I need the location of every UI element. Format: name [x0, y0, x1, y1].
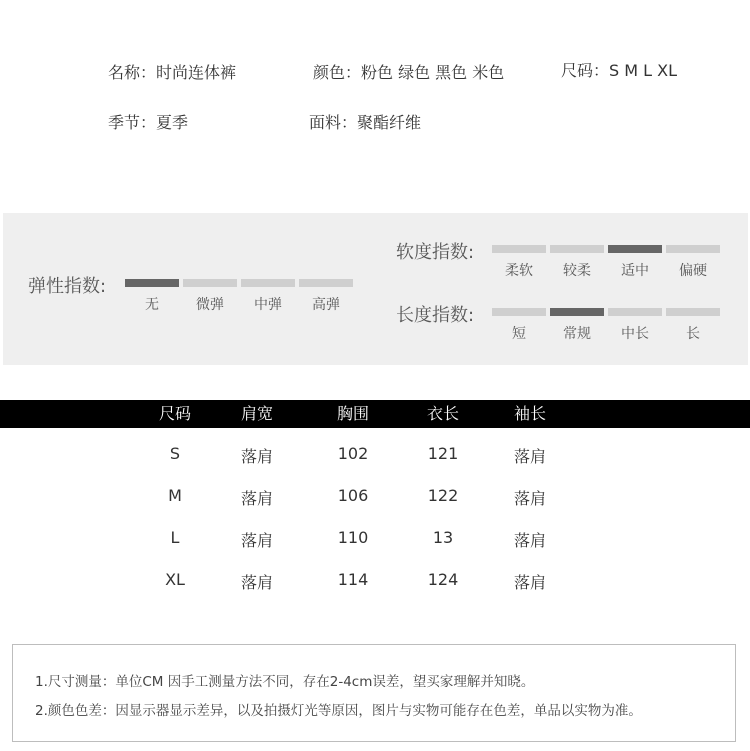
elasticity-option-label: 微弹	[196, 297, 224, 313]
table-cell: 110	[337, 528, 369, 547]
elasticity-option-label: 中弹	[254, 297, 282, 313]
table-cell: 13	[432, 528, 454, 547]
length-segment-3	[666, 308, 720, 316]
table-cell: 122	[427, 486, 459, 505]
softness-segment-1	[550, 245, 604, 253]
header-length: 衣长	[426, 404, 459, 423]
table-cell: XL	[165, 570, 185, 589]
product-sizes: 尺码：S M L XL	[561, 61, 678, 80]
header-shoulder: 肩宽	[240, 404, 273, 423]
length-option-label: 长	[686, 326, 700, 342]
table-cell: 落肩	[513, 531, 546, 550]
elasticity-segment-2	[241, 279, 295, 287]
length-label: 长度指数:	[396, 305, 475, 326]
softness-option-label: 适中	[621, 263, 649, 279]
table-cell: 121	[427, 444, 459, 463]
elasticity-option-label: 无	[145, 297, 159, 313]
table-cell: L	[170, 528, 180, 547]
softness-option-label: 柔软	[505, 263, 533, 279]
table-cell: 落肩	[513, 489, 546, 508]
header-size: 尺码	[158, 404, 191, 423]
table-cell: 落肩	[240, 447, 273, 466]
length-option-label: 中长	[621, 326, 649, 342]
table-cell: 106	[337, 486, 369, 505]
note-color: 2.颜色色差：因显示器显示差异，以及拍摄灯光等原因，图片与实物可能存在色差，单品以实物为准。	[35, 703, 642, 719]
table-cell: 落肩	[513, 573, 546, 592]
note-measurement: 1.尺寸测量：单位CM 因手工测量方法不同，存在2-4cm误差，望买家理解并知晓。	[35, 674, 535, 690]
table-cell: 落肩	[240, 573, 273, 592]
elasticity-option-label: 高弹	[312, 297, 340, 313]
softness-segment-2	[608, 245, 662, 253]
indices-panel	[3, 213, 748, 365]
table-cell: M	[168, 486, 182, 505]
elasticity-segment-0	[125, 279, 179, 287]
table-cell: 落肩	[513, 447, 546, 466]
length-option-label: 常规	[563, 326, 591, 342]
elasticity-segment-1	[183, 279, 237, 287]
softness-segment-3	[666, 245, 720, 253]
table-cell: 落肩	[240, 531, 273, 550]
length-segment-1	[550, 308, 604, 316]
table-cell: S	[169, 444, 181, 463]
softness-label: 软度指数:	[396, 242, 475, 263]
product-colors: 颜色：粉色 绿色 黑色 米色	[313, 63, 505, 82]
elasticity-label: 弹性指数:	[28, 276, 107, 297]
softness-option-label: 偏硬	[679, 263, 707, 279]
table-cell: 124	[427, 570, 459, 589]
length-option-label: 短	[512, 326, 526, 342]
product-fabric: 面料：聚酯纤维	[309, 113, 422, 132]
header-chest: 胸围	[336, 404, 369, 423]
length-segment-2	[608, 308, 662, 316]
table-cell: 114	[337, 570, 369, 589]
softness-option-label: 较柔	[563, 263, 591, 279]
elasticity-segment-3	[299, 279, 353, 287]
product-name: 名称：时尚连体裤	[108, 63, 237, 82]
product-season: 季节：夏季	[108, 113, 189, 132]
table-cell: 落肩	[240, 489, 273, 508]
size-table-header	[0, 400, 750, 428]
length-segment-0	[492, 308, 546, 316]
header-sleeve: 袖长	[513, 404, 546, 423]
notes-box	[12, 644, 736, 742]
table-cell: 102	[337, 444, 369, 463]
softness-segment-0	[492, 245, 546, 253]
